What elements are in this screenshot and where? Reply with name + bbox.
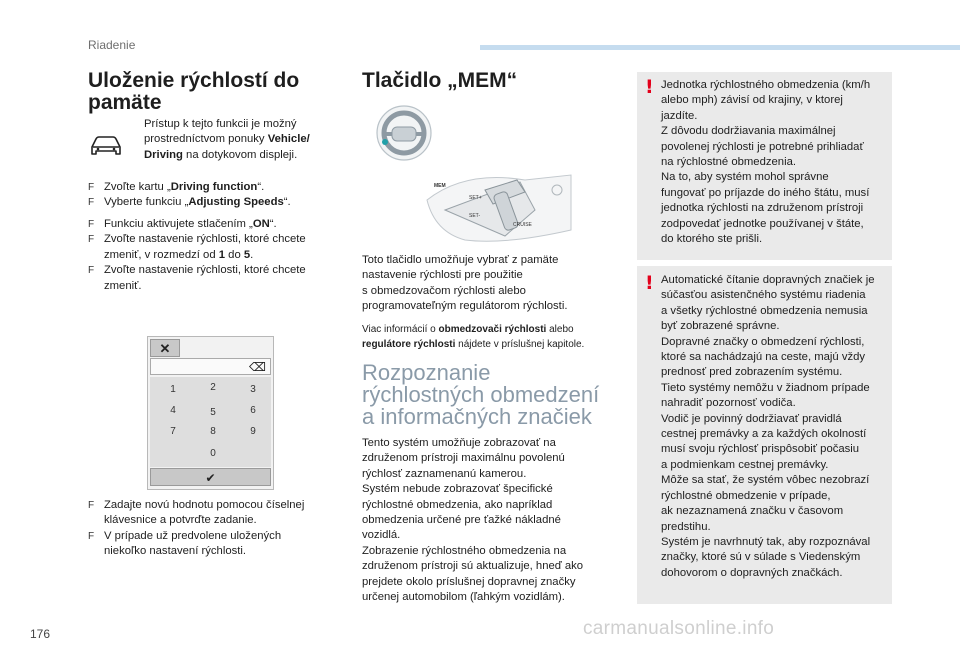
section-label: Riadenie bbox=[88, 38, 136, 52]
key-6[interactable]: 6 bbox=[250, 405, 256, 416]
watermark: carmanualsonline.info bbox=[583, 618, 775, 639]
numeric-keypad bbox=[147, 336, 274, 490]
close-icon: ✕ bbox=[159, 341, 171, 356]
warning-icon: ! bbox=[645, 272, 654, 294]
bullets-enter-value bbox=[88, 498, 343, 560]
bullet-change-setting: F Zvoľte nastavenie rýchlosti, ktoré chcete zmeniť. bbox=[88, 264, 306, 292]
mem-intro-line: Toto tlačidlo umožňuje vybrať z pamäte bbox=[362, 254, 559, 266]
touchscreen-car-icon bbox=[88, 132, 124, 163]
warning-note-units bbox=[637, 72, 892, 260]
bullet-driving-function: F Zvoľte kartu „Driving function“. bbox=[88, 181, 265, 193]
keypad-close-button[interactable] bbox=[150, 339, 180, 357]
mem-intro-line: s obmedzovačom rýchlosti alebo bbox=[362, 284, 526, 297]
stalk-label-set-minus: SET- bbox=[469, 213, 481, 219]
bullets-tab-select bbox=[88, 180, 338, 211]
key-1[interactable]: 1 bbox=[170, 384, 176, 395]
warning-icon: ! bbox=[645, 76, 654, 98]
left-title-line1: Uloženie rýchlostí do bbox=[88, 69, 300, 92]
key-7[interactable]: 7 bbox=[170, 426, 176, 437]
checkmark-icon: ✔ bbox=[205, 471, 216, 485]
access-paragraph bbox=[144, 117, 344, 163]
key-0[interactable]: 0 bbox=[210, 448, 216, 459]
left-title-line2: pamäte bbox=[88, 91, 162, 114]
stalk-label-cruise: CRUISE bbox=[513, 222, 532, 228]
stalk-illustration bbox=[425, 170, 575, 255]
warning-note-recognition-text: Automatické čítanie dopravných značiek je súčasťou asistenčného systému riadenia a všetky rýchlostné obmedzenia nemusia byť zobrazené správne. Dopravné značky o obmedzení rýchlosti, ktoré sa nachádzajú na ceste, majú vždy prednosť pred zobrazením systému. Tieto systémy nemôžu v žiadnom prípade nahradiť pozornosť vodiča. Vodič je povinný dodržiavať pravidlá cestnej premávky a za každých okolností musí svoju rýchlosť prispôsobiť počasiu a podmienkam cestnej premávky. Môže sa stať, že systém vôbec nezobrazí rýchlostné obmedzenie v prípade, ak nezaznamená značku v časovom predstihu. Systém je navrhnutý tak, aby rozpoznával značky, ktoré sú v súlade s Viedenským dohovorom o dopravných značkách. bbox=[661, 274, 875, 579]
page-number: 176 bbox=[30, 627, 51, 641]
bullet-activate-on: F Funkciu aktivujete stlačením „ON“. bbox=[88, 218, 277, 230]
warning-note-units-text: Jednotka rýchlostného obmedzenia (km/h alebo mph) závisí od krajiny, v ktorej jazdíte. Z dôvodu dodržiavania maximálnej povolenej rýchlosti je potrebné prihliadať na rýchlostné obmedzenia. Na to, aby systém mohol správne fungovať po príjazde do iného štátu, musí jednotka rýchlosti na združenom prístroji zodpovedať jednotke používanej v štáte, do ktorého ste prišli. bbox=[661, 79, 871, 246]
mem-intro-line: programovateľným regulátorom rýchlosti. bbox=[362, 300, 568, 313]
key-8[interactable]: 8 bbox=[210, 426, 216, 437]
key-2[interactable]: 2 bbox=[210, 382, 216, 393]
more-info-line-2: regulátore rýchlosti nájdete v príslušnej kapitole. bbox=[362, 339, 585, 350]
stalk-label-set-plus: SET+ bbox=[469, 195, 482, 201]
mem-intro-line: nastavenie rýchlosti pre použitie bbox=[362, 269, 523, 282]
key-5[interactable]: 5 bbox=[210, 407, 216, 418]
mem-intro bbox=[362, 253, 622, 315]
keypad-value-field[interactable] bbox=[150, 358, 271, 375]
bullet-preset-speeds: F V prípade už predvolene uložených niekoľko nastavení rýchlosti. bbox=[88, 529, 282, 558]
keypad-grid bbox=[150, 377, 271, 467]
recognition-heading: Rozpoznanie rýchlostných obmedzení a informačných značiek bbox=[362, 360, 600, 429]
stalk-label-mem: MEM bbox=[434, 183, 446, 189]
key-9[interactable]: 9 bbox=[250, 426, 256, 437]
access-line-1: Prístup k tejto funkcii je možný bbox=[144, 118, 297, 130]
access-line-2: prostredníctvom ponuky Vehicle/ bbox=[144, 133, 310, 146]
bullet-adjusting-speeds: F Vyberte funkciu „Adjusting Speeds“. bbox=[88, 196, 291, 209]
access-line-3: Driving na dotykovom displeji. bbox=[144, 148, 298, 161]
key-3[interactable]: 3 bbox=[250, 384, 256, 395]
mem-title: Tlačidlo „MEM“ bbox=[362, 69, 518, 92]
header-rule bbox=[480, 45, 960, 50]
steering-wheel-illustration bbox=[366, 101, 442, 168]
left-title bbox=[88, 70, 299, 114]
bullet-select-setting: F Zvoľte nastavenie rýchlosti, ktoré chcete zmeniť, v rozmedzí od 1 do 5. bbox=[88, 233, 306, 261]
key-4[interactable]: 4 bbox=[170, 405, 176, 416]
warning-note-recognition bbox=[637, 266, 892, 604]
more-info-line-1: Viac informácií o obmedzovači rýchlosti alebo bbox=[362, 324, 574, 335]
keypad-confirm-button[interactable] bbox=[150, 468, 271, 486]
more-info-note bbox=[362, 322, 632, 352]
recognition-text: Tento systém umožňuje zobrazovať na združenom prístroji maximálnu povolenú rýchlosť zaznamenanú kamerou. Systém nebude zobrazovať špecifické rýchlostné obmedzenia, ako napríklad obmedzenia určené pre ťažké nákladné vozidlá. Zobrazenie rýchlostného obmedzenia na združenom prístroji sú aktualizuje, hneď ako prejdete okolo príslušnej dopravnej značky určenej automobilom (ľahkým vozidlám). bbox=[362, 437, 584, 604]
backspace-icon[interactable]: ⌫ bbox=[249, 360, 266, 374]
bullets-activate bbox=[88, 217, 338, 294]
bullet-enter-value: F Zadajte novú hodnotu pomocou číselnej klávesnice a potvrďte zadanie. bbox=[88, 499, 305, 527]
